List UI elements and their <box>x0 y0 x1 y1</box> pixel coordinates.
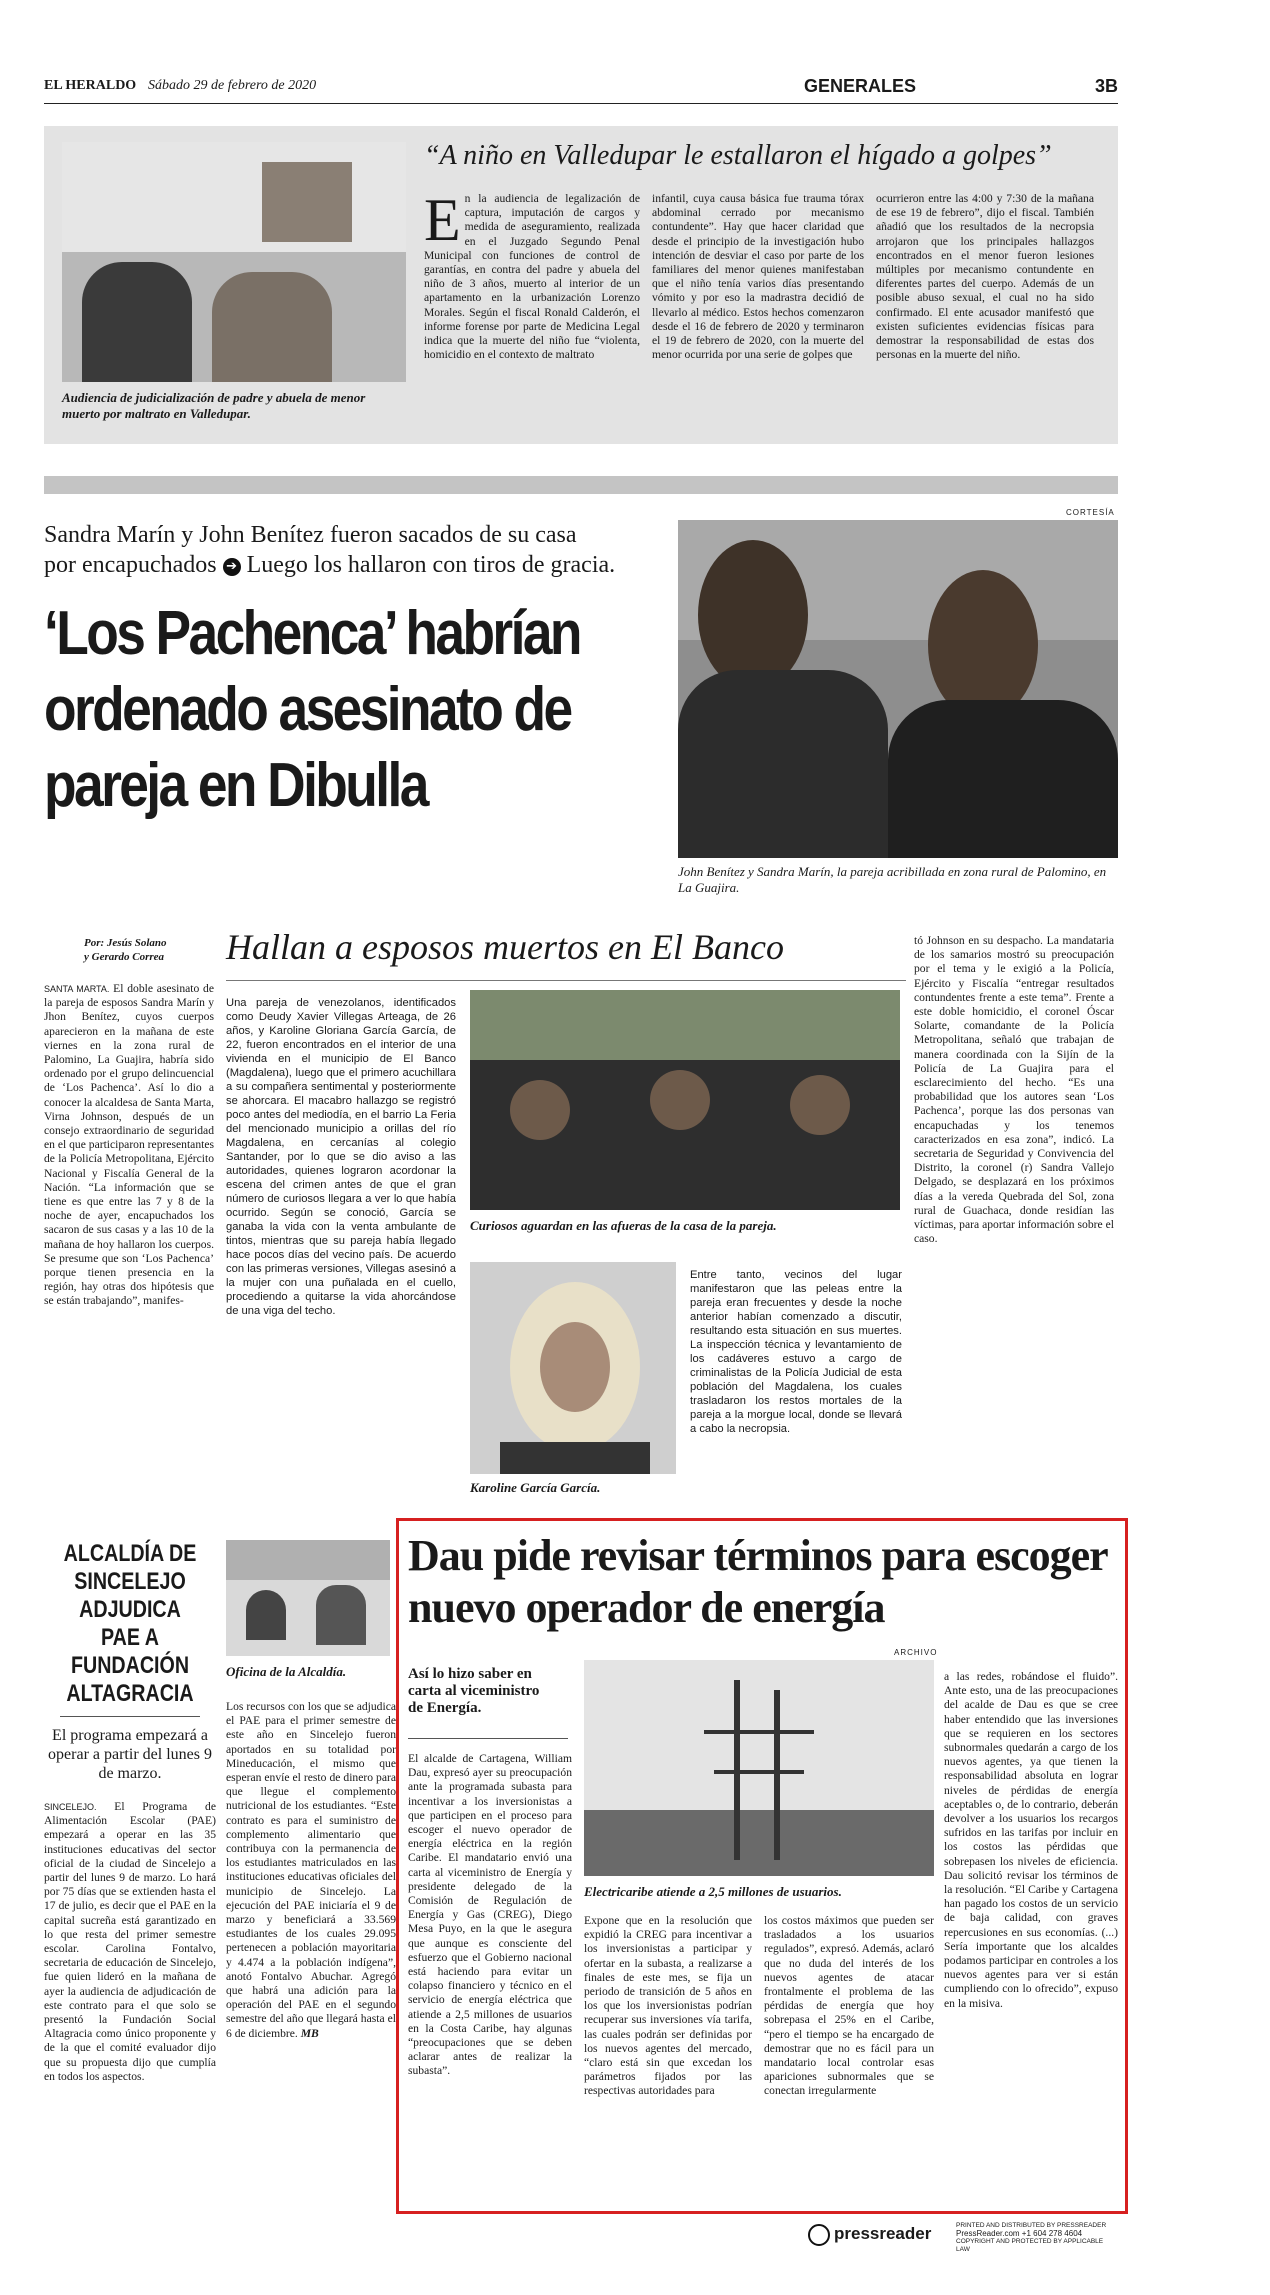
couple-photo <box>678 520 1118 858</box>
crowd-photo <box>470 990 900 1210</box>
dropcap: E <box>424 187 461 253</box>
dau-col2: Expone que en la resolución que expidió la CREG para incentivar a los inversionistas a participar y ofertar en la subasta, a realizarse a finales de este mes, se fija un periodo de transición de 5 años en los que los inversionistas podrían recuperar sus inversiones vía tarifa, las cuales podrán ser definidas por los nuevos agentes del mercado, “claro está sin que excedan los parámetros fijados por las respectivas autoridades para <box>584 1914 752 2098</box>
dau-summary: Así lo hizo saber en carta al viceministro de Energía. <box>408 1666 540 1716</box>
sincelejo-col1: SINCELEJO. El Programa de Alimentación Escolar (PAE) empezará a operar en las 35 instituciones educativas del sector oficial de la ciudad de Sincelejo a partir del lunes 9 de marzo. Lo hará por 75 días que se extienden hasta el 17 de julio, es decir que el PAE en la capital sucreña está garantizado en lo que resta del primer semestre escolar. Carolina Fontalvo, secretaria de educación de Sincelejo, fue quien lideró en la mañana de ayer la audiencia de adjudicación de este contrato para el que solo se presentó la Fundación Social Altagracia como único proponente y de la que el comité evaluador dijo que su propuesta dijo que cumplía en todos los aspectos. <box>44 1800 216 2083</box>
karoline-photo <box>470 1262 676 1474</box>
valledupar-col2: infantil, cuya causa básica fue trauma tórax abdominal cerrado por mecanismo contundente”. Hay que hacer claridad que desde el principio de la investigación hubo intención de desviar el caso por parte de los familiares del menor quienes manifestaban que el niño tenía varios días presentando vómito y por eso la madrastra decidió de llevarlo al médico. Estos hechos comenzaron desde el 16 de febrero de 2020 y terminaron el 19 de febrero de 2020, con la muerte del menor ocurrida por una serie de golpes que <box>652 192 864 362</box>
elbanco-col2: Entre tanto, vecinos del lugar manifestaron que las peleas entre la pareja eran frecuentes y desde la noche anterior habían comenzado a discutir, resultando esta situación en sus muertes. La inspección técnica y levantamiento de los cadáveres estuvo a cargo de criminalistas de la Policía Judicial de esta población del Magdalena, los cuales trasladaron los restos mortales de la pareja a la morgue local, donde se llevará a cabo la necropsia. <box>690 1269 902 1435</box>
valledupar-caption: Audiencia de judicialización de padre y abuela de menor muerto por maltrato en Valledupar. <box>62 390 366 421</box>
pressreader-logo-icon <box>808 2224 830 2246</box>
pachenca-col1: SANTA MARTA. El doble asesinato de la pareja de esposos Sandra Marín y Jhon Benítez, cuyos cuerpos aparecieron en la mañana de este viernes en la zona rural de Palomino, La Guajira, habría sido ordenado por el grupo delincuencial de ‘Los Pachenca’. Así lo dio a conocer la alcaldesa de Santa Marta, Virna Johnson, después de un consejo extraordinario de seguridad en el que participaron representantes de la Policía Metropolitana, Ejército Nacional y Fiscalía General de la Nación. “La información que se tiene es que entre las 7 y 8 de la noche de ayer, encapuchados los sacaron de sus casas y a las 10 de la mañana de hoy hallaron los cuerpos. Se presume que son ‘Los Pachenca’ porque tienen presencia en la región, hay otras dos hipótesis que se están trabajando”, manifes- <box>44 982 214 1308</box>
dau-credit: ARCHIVO <box>894 1648 938 1657</box>
courtroom-photo <box>62 142 406 382</box>
power-tower-photo <box>584 1660 934 1876</box>
dau-headline: Dau pide revisar términos para escoger nuevo operador de energía <box>408 1531 1107 1632</box>
power-caption: Electricaribe atiende a 2,5 millones de usuarios. <box>584 1884 842 1899</box>
headline-rule <box>226 980 906 981</box>
footer-line2: PressReader.com +1 604 278 4604 <box>956 2229 1083 2238</box>
sincelejo-rule <box>60 1716 200 1717</box>
valledupar-headline: “A niño en Valledupar le estallaron el hígado a golpes” <box>424 140 1052 171</box>
dau-col1: El alcalde de Cartagena, William Dau, expresó ayer su preocupación ante la programada subasta para incentivar a los inversionistas a que participen en el proceso para escoger el nuevo operador de energía eléctrica en la región Caribe. El mandatario envió una carta al viceministro de Energía y presidente delegado de la Comisión de Regulación de Energía y Gas (CREG), Diego Mesa Puyo, en la que le asegura que aunque es consciente del esfuerzo que el Gobierno nacional está haciendo para evitar un colapso financiero y técnico en el servicio de energía eléctrica que atiende a 2,5 millones de usuarios en la Costa Caribe, hay algunas “preocupaciones que se deben aclarar antes de realizar la subasta”. <box>408 1752 572 2078</box>
byline: Por: Jesús Solano y Gerardo Correa <box>84 937 167 963</box>
pachenca-col4: tó Johnson en su despacho. La mandataria de los samarios mostró su preocupación por el tema y le exigió a la Policía, Ejército y Fiscalía “entregar resultados contundentes frente a este tema”. Frente a este doble homicidio, el coronel Óscar Solarte, comandante de la Policía Metropolitana, señaló que trabajan de manera coordinada con la Sijín de la Policía de La Guajira para el esclarecimiento del hecho. “Es una probabilidad que los autores sean ‘Los Pachenca’, porque las dos personas van encapuchadas y los tenemos caracterizados en esa zona”, indicó. La secretaria de Seguridad y Convivencia del Distrito, la coronel (r) Sandra Vallejo Delgado, se desplazará en los próximos días a la vereda Quebrada del Sol, zona rural de Guachaca, donde residían las víctimas, para aportar información sobre el caso. <box>914 934 1114 1246</box>
issue-date: Sábado 29 de febrero de 2020 <box>148 78 317 93</box>
footer-line3: COPYRIGHT AND PROTECTED BY APPLICABLE LAW <box>956 2238 1104 2253</box>
arrow-icon: ➔ <box>223 558 241 576</box>
pachenca-headline: ‘Los Pachenca’ habrían ordenado asesinato de pareja en Dibulla <box>44 599 580 820</box>
sincelejo-subhead: El programa empezará a operar a partir del lunes 9 de marzo. <box>48 1727 212 1782</box>
office-photo <box>226 1540 390 1656</box>
dau-col3: los costos máximos que pueden ser trasladados a los usuarios regulados”, expresó. Además, aclaró que no duda del interés de los nuevos agentes de atacar frontalmente el problema de las pérdidas de energía que hoy sobrepasa el 25% en el Caribe, “pero el tiempo se ha encargado de demostrar que no es fácil para un mandatario local controlar esas apariciones subnormales que se conectan irregularmente <box>764 1914 934 2098</box>
pressreader-brand: pressreader <box>834 2224 932 2243</box>
dau-summary-rule <box>408 1738 568 1739</box>
paper-name: EL HERALDO <box>44 78 137 93</box>
elbanco-col1: Una pareja de venezolanos, identificados como Deudy Xavier Villegas Arteaga, de 26 años, y Karoline Gloriana García García, de 22, fueron encontrados en el interior de una vivienda en el municipio de El Banco (Magdalena), luego que el primero acuchillara a su compañera sentimental y posteriormente se ahorcara. El macabro hallazgo se registró poco antes del mediodía, en el barrio La Feria del mencionado municipio a orillas del río Magdalena, en cercanías al colegio Santander, por lo que se dio aviso a las autoridades, quienes lograron acordonar la escena del crimen antes de que el gran número de curiosos llegara a ver lo que había ocurrido. Según se conoció, García se ganaba la vida con la venta ambulante de tintos, mientras que su pareja había llegado hace pocos días del vecino país. De acuerdo con las primeras versiones, Villegas asesinó a la mujer con una puñalada en el cuello, procediendo a quitarse la vida ahorcándose de una viga del techo. <box>226 997 456 1317</box>
dateline: SINCELEJO. <box>44 1802 97 1812</box>
dateline: SANTA MARTA. <box>44 984 110 994</box>
dau-col4: a las redes, robándose el fluido”. Ante esto, una de las preocupaciones del acalde de Dau es que se cree haber entendido que las inversiones que se requieren en los sectores subnormales quedarán a cargo de los nuevos agentes, ya que tienen la responsabilidad absoluta en lograr niveles de pérdidas de energía aceptables o, de lo contrario, deberán devolver a los usuarios los recargos sufridos en las tarifas por incluir en los costos las pérdidas que sobrepasen los niveles de eficiencia. Dau solicitó revisar los términos de la resolución. “El Caribe y Cartagena han pagado los costos de un servicio de baja calidad, con graves repercusiones en sus economías. (...) Sería importante que los alcaldes podamos participar en controles a los nuevos agentes para ver si están cumpliendo con lo ofrecido”, expuso en la misiva. <box>944 1670 1118 2010</box>
footer-line1: PRINTED AND DISTRIBUTED BY PRESSREADER <box>956 2222 1107 2229</box>
valledupar-col3: ocurrieron entre las 4:00 y 7:30 de la mañana de ese 19 de febrero”, dijo el fiscal. También añadió que los resultados de la necropsia arrojaron que los principales hallazgos encontrados en el menor fueron lesiones múltiples por mecanismo contundente en diferentes partes del cuerpo. Además de un posible abuso sexual, el cual no ha sido confirmado. El ente acusador manifestó que existen suficientes evidencias físicas para demostrar la responsabilidad de estas dos personas en la muerte del niño. <box>876 192 1094 362</box>
section-divider <box>44 476 1118 494</box>
author-initials: MB <box>300 2026 319 2040</box>
valledupar-col1: E n la audiencia de legalización de captura, imputación de cargos y medida de aseguramiento, realizada en el Juzgado Segundo Penal Municipal con funciones de control de garantías, en contra del padre y abuela del niño de 3 años, muerto al interior de un apartamento en la urbanización Lorenzo Morales. Según el fiscal Ronald Calderón, el informe forense por parte de Medicina Legal indica que la muerte del niño fue “violenta, homicidio en el contexto de maltrato <box>424 187 640 362</box>
pressreader-footer <box>808 2222 1118 2252</box>
karoline-caption: Karoline García García. <box>470 1480 601 1495</box>
page-number: 3B <box>1094 76 1118 96</box>
couple-caption: John Benítez y Sandra Marín, la pareja acribillada en zona rural de Palomino, en La Guajira. <box>678 864 1107 895</box>
office-caption: Oficina de la Alcaldía. <box>226 1664 347 1679</box>
page-header <box>44 74 1118 104</box>
section-name: GENERALES <box>804 76 917 96</box>
sincelejo-headline: ALCALDÍA DE SINCELEJO ADJUDICA PAE A FUNDACIÓN ALTAGRACIA <box>63 1540 197 1707</box>
crowd-caption: Curiosos aguardan en las afueras de la casa de la pareja. <box>470 1218 777 1233</box>
sincelejo-col2: Los recursos con los que se adjudica el PAE para el primer semestre de este año en Sincelejo fueron aportados en su totalidad por Mineducación, el mismo que esperan envíe el resto de dinero para que llegue el complemento nutricional de los estudiantes. “Este contrato es para el suministro de complemento alimentario que contribuya con la permanencia de los estudiantes matriculados en las instituciones educativas oficiales del municipio de Sincelejo. La ejecución del PAE iniciaría el 9 de marzo y beneficiará a 33.569 estudiantes de los cuales 29.095 pertenecen a población mayoritaria y 4.474 a la población indígena”, anotó Fontalvo Abuchar. Agregó que habrá una adición para la operación del PAE en el segundo semestre del año que llegará hasta el 6 de diciembre. MB <box>226 1700 396 2040</box>
photo-credit: CORTESÍA <box>1066 508 1115 517</box>
elbanco-headline: Hallan a esposos muertos en El Banco <box>226 927 784 967</box>
pachenca-kicker: Sandra Marín y John Benítez fueron sacados de su casa por encapuchados ➔ Luego los hallaron con tiros de gracia. <box>44 522 616 578</box>
valledupar-box <box>44 126 1118 444</box>
